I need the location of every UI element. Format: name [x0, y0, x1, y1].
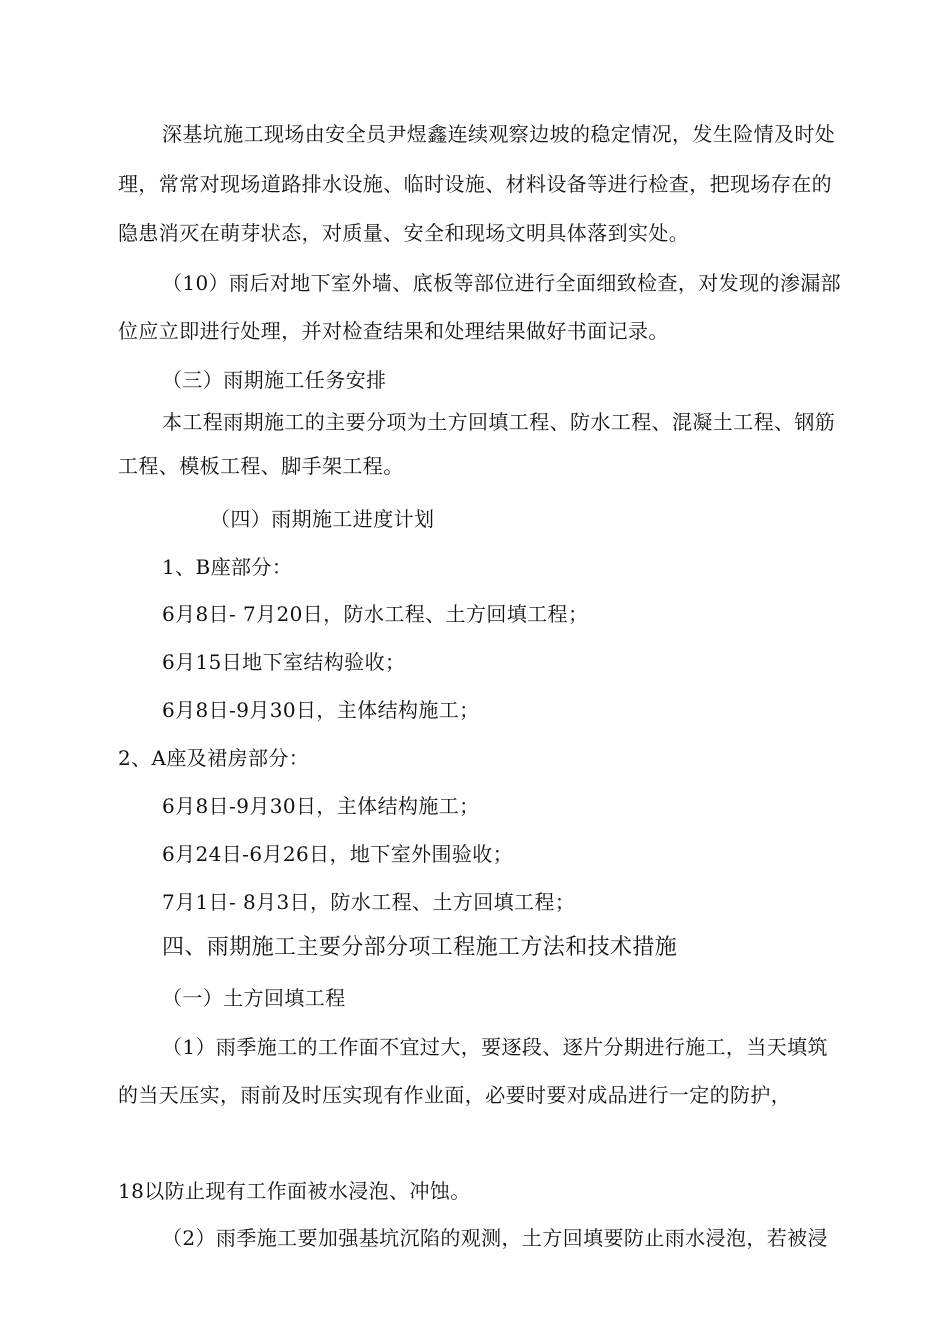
- paragraph-line: （10）雨后对地下室外墙、底板等部位进行全面细致检查，对发现的渗漏部: [162, 271, 842, 295]
- paragraph-line: 本工程雨期施工的主要分项为土方回填工程、防水工程、混凝土工程、钢筋: [162, 410, 836, 434]
- schedule-line: 6月8日-9月30日，主体结构施工；: [162, 698, 480, 722]
- paragraph-line: 隐患消灭在萌芽状态，对质量、安全和现场文明具体落到实处。: [118, 221, 690, 245]
- chapter-heading: 四、雨期施工主要分部分项工程施工方法和技术措施: [162, 935, 678, 960]
- list-item: 1、B座部分：: [162, 555, 293, 579]
- section-heading: （三）雨期施工任务安排: [162, 368, 387, 392]
- schedule-line: 6月24日-6月26日，地下室外围验收；: [162, 842, 514, 866]
- paragraph-line: （1）雨季施工的工作面不宜过大，要逐段、逐片分期进行施工，当天填筑: [162, 1035, 828, 1059]
- paragraph-line: （2）雨季施工要加强基坑沉陷的观测，土方回填要防止雨水浸泡，若被浸: [162, 1226, 828, 1250]
- section-heading: （四）雨期施工进度计划: [210, 507, 435, 531]
- schedule-line: 7月1日- 8月3日，防水工程、土方回填工程；: [162, 890, 576, 914]
- list-item: 2、A座及裙房部分：: [118, 746, 310, 770]
- paragraph-line: 的当天压实，雨前及时压实现有作业面，必要时要对成品进行一定的防护，: [118, 1083, 792, 1107]
- section-heading: （一）土方回填工程: [162, 986, 346, 1010]
- paragraph-line: 理，常常对现场道路排水设施、临时设施、材料设备等进行检查，把现场存在的: [118, 172, 832, 196]
- paragraph-line: 位应立即进行处理，并对检查结果和处理结果做好书面记录。: [118, 319, 669, 343]
- paragraph-line: 18以防止现有工作面被水浸泡、冲蚀。: [118, 1179, 471, 1203]
- schedule-line: 6月8日- 7月20日，防水工程、土方回填工程；: [162, 602, 589, 626]
- schedule-line: 6月8日-9月30日，主体结构施工；: [162, 794, 480, 818]
- paragraph-line: 深基坑施工现场由安全员尹煜鑫连续观察边坡的稳定情况，发生险情及时处: [162, 122, 836, 146]
- paragraph-line: 工程、模板工程、脚手架工程。: [118, 454, 404, 478]
- schedule-line: 6月15日地下室结构验收；: [162, 650, 406, 674]
